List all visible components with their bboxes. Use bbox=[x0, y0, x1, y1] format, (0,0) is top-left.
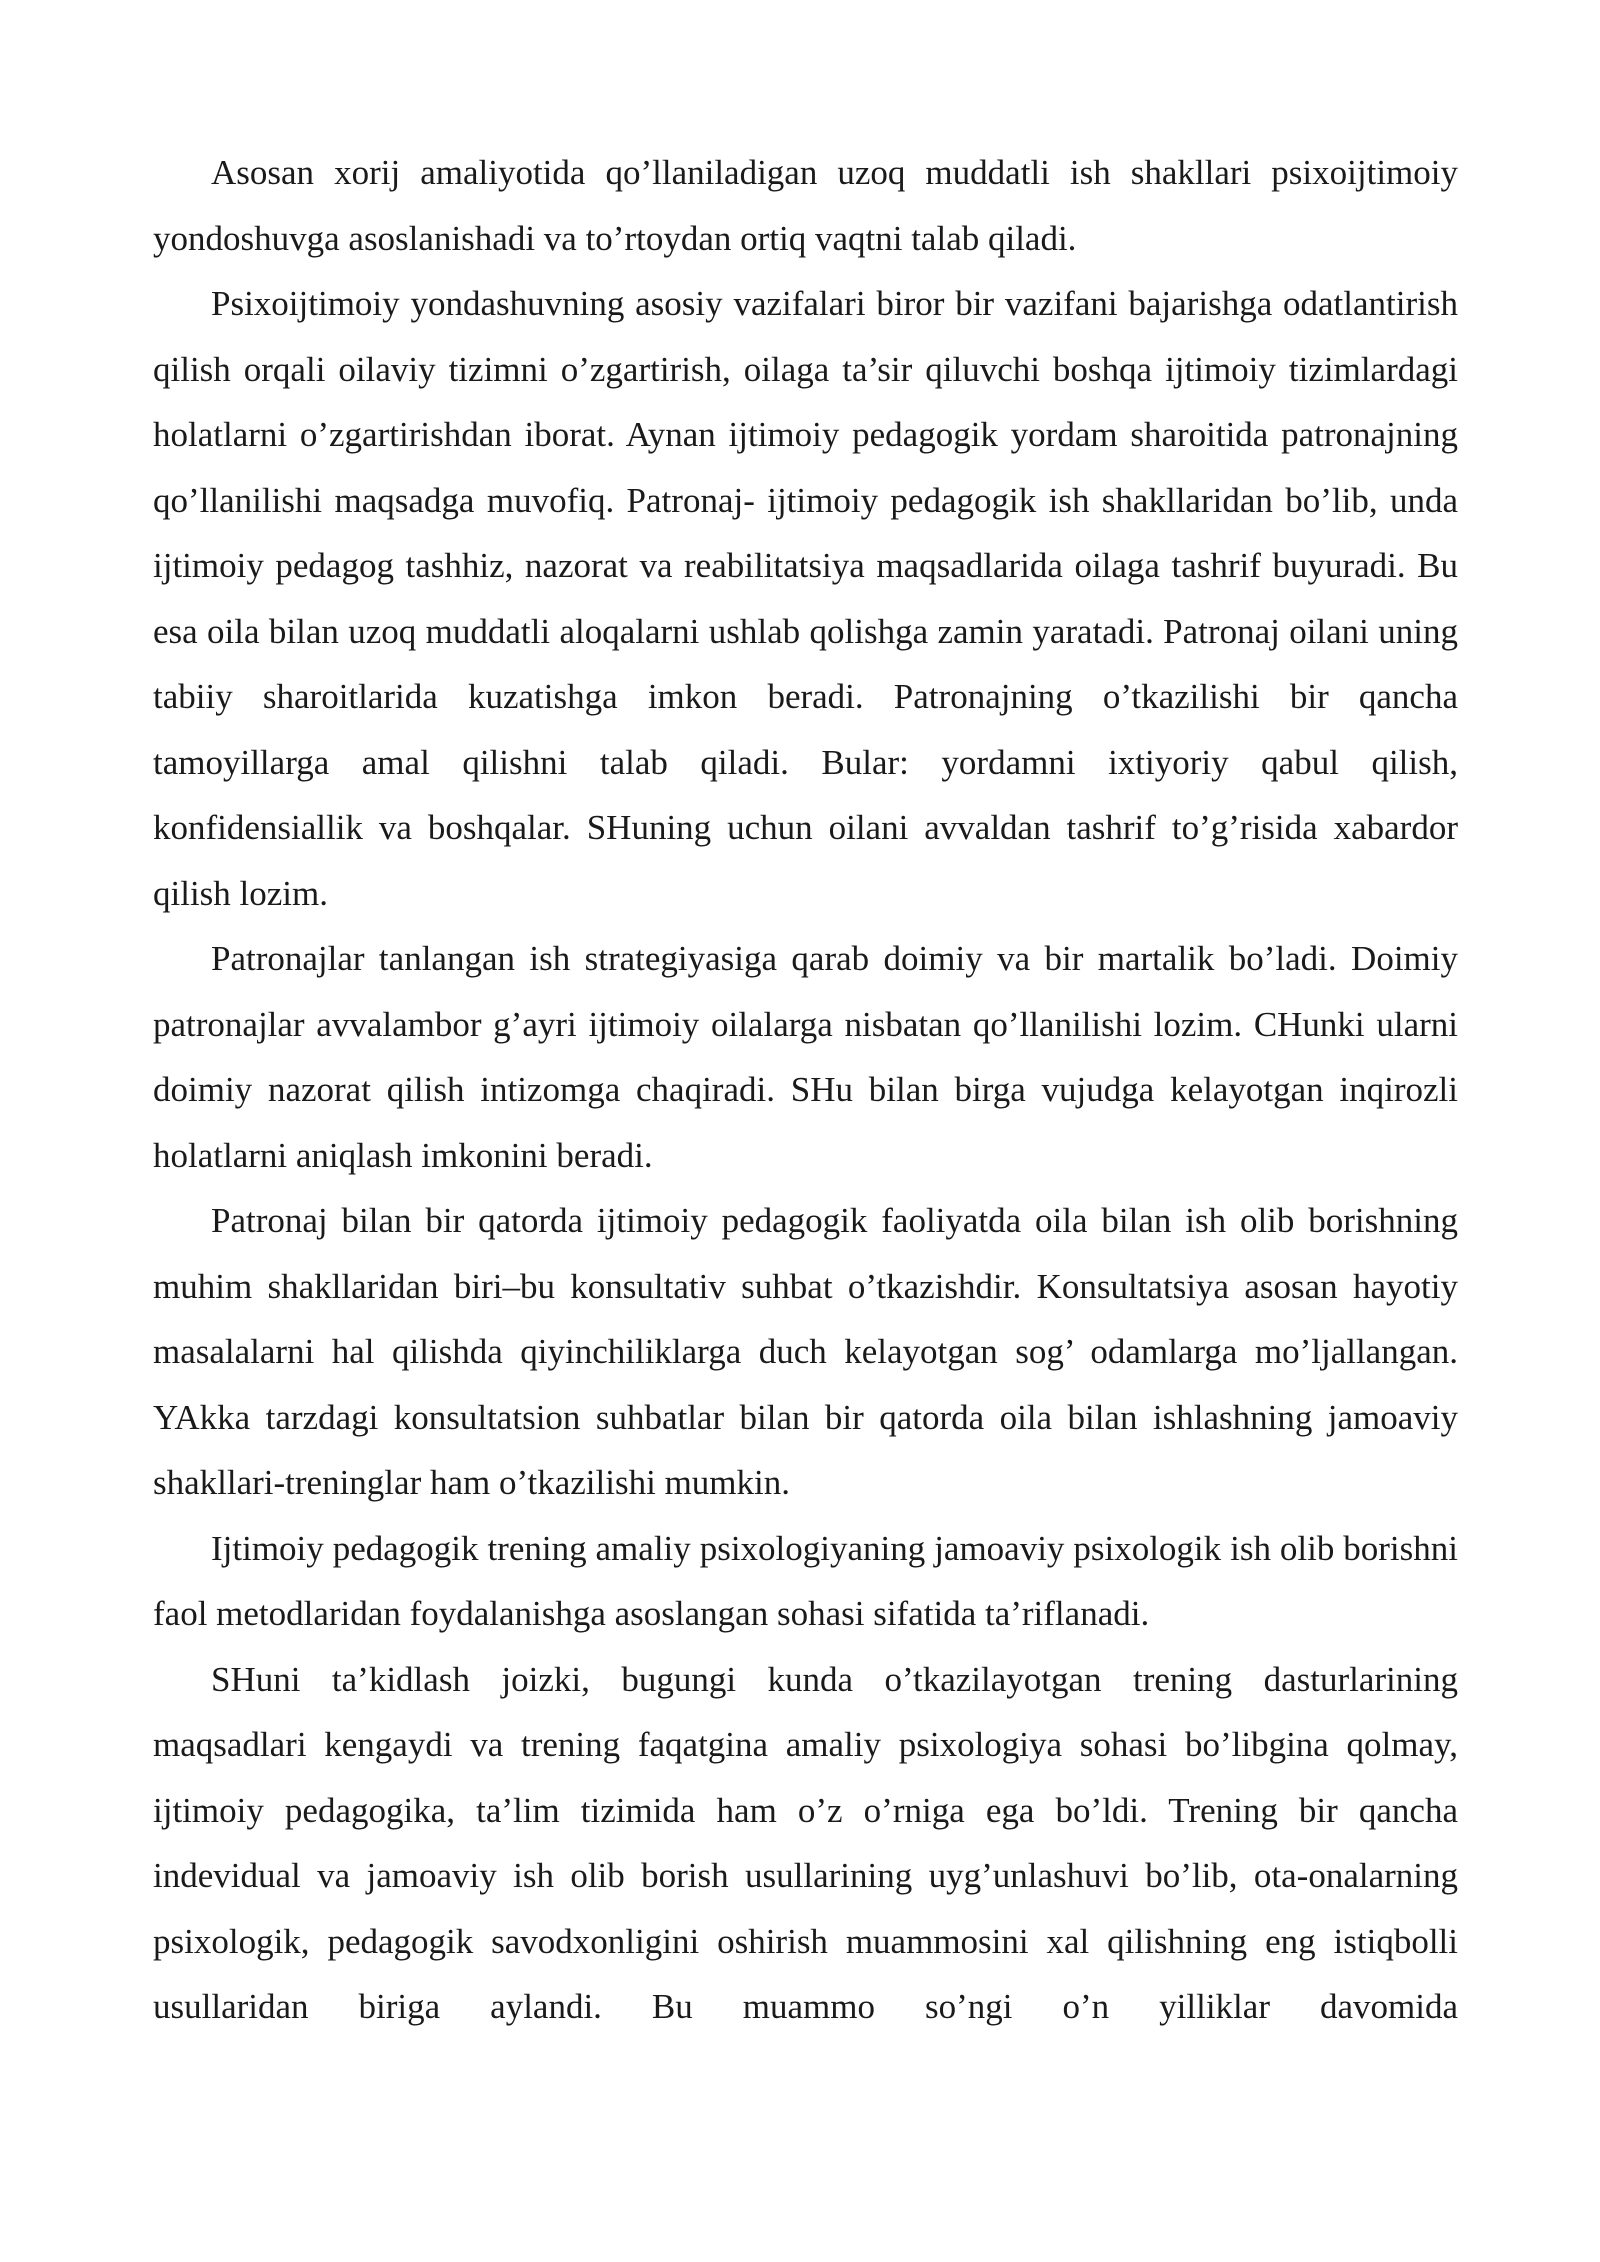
paragraph-4: Patronaj bilan bir qatorda ijtimoiy pedagogik faoliyatda oila bilan ish olib borishning muhim shakllaridan biri–bu konsultativ suhbat o’tkazishdir. Konsultatsiya asosan hayotiy masalalarni hal qilishda qiyinchiliklarga duch kelayotgan sog’ odamlarga mo’ljallangan. YAkka tarzdagi konsultatsion suhbatlar bilan bir qatorda oila bilan ishlashning jamoaviy shakllari-treninglar ham o’tkazilishi mumkin. bbox=[153, 1201, 1458, 1502]
paragraph-1: Asosan xorij amaliyotida qo’llaniladigan uzoq muddatli ish shakllari psixoijtimoiy yondoshuvga asoslanishadi va to’rtoydan ortiq vaqtni talab qiladi. bbox=[153, 153, 1458, 258]
document-page bbox=[153, 140, 1458, 2040]
paragraph-6: SHuni ta’kidlash joizki, bugungi kunda o’tkazilayotgan trening dasturlarining maqsadlari kengaydi va trening faqatgina amaliy psixologiya sohasi bo’libgina qolmay, ijtimoiy pedagogika, ta’lim tizimida ham o’z o’rniga ega bo’ldi. Trening bir qancha indevidual va jamoaviy ish olib borish usullarining uyg’unlashuvi bo’lib, ota-onalarning psixologik, pedagogik savodxonligini oshirish muammosini xal qilishning eng istiqbolli usullaridan biriga aylandi. Bu muammo so’ngi o’n yilliklar davomida bbox=[153, 1659, 1458, 2026]
paragraph-3: Patronajlar tanlangan ish strategiyasiga qarab doimiy va bir martalik bo’ladi. Doimiy patronajlar avvalambor g’ayri ijtimoiy oilalarga nisbatan qo’llanilishi lozim. CHunki ularni doimiy nazorat qilish intizomga chaqiradi. SHu bilan birga vujudga kelayotgan inqirozli holatlarni aniqlash imkonini beradi. bbox=[153, 939, 1458, 1175]
paragraph-5: Ijtimoiy pedagogik trening amaliy psixologiyaning jamoaviy psixologik ish olib borishni faol metodlaridan foydalanishga asoslangan sohasi sifatida ta’riflanadi. bbox=[153, 1528, 1458, 1633]
paragraph-2: Psixoijtimoiy yondashuvning asosiy vazifalari biror bir vazifani bajarishga odatlantirish qilish orqali oilaviy tizimni o’zgartirish, oilaga ta’sir qiluvchi boshqa ijtimoiy tizimlardagi holatlarni o’zgartirishdan iborat. Aynan ijtimoiy pedagogik yordam sharoitida patronajning qo’llanilishi maqsadga muvofiq. Patronaj- ijtimoiy pedagogik ish shakllaridan bo’lib, unda ijtimoiy pedagog tashhiz, nazorat va reabilitatsiya maqsadlarida oilaga tashrif buyuradi. Bu esa oila bilan uzoq muddatli aloqalarni ushlab qolishga zamin yaratadi. Patronaj oilani uning tabiiy sharoitlarida kuzatishga imkon beradi. Patronajning o’tkazilishi bir qancha tamoyillarga amal qilishni talab qiladi. Bular: yordamni ixtiyoriy qabul qilish, konfidensiallik va boshqalar. SHuning uchun oilani avvaldan tashrif to’g’risida xabardor qilish lozim. bbox=[153, 284, 1458, 913]
